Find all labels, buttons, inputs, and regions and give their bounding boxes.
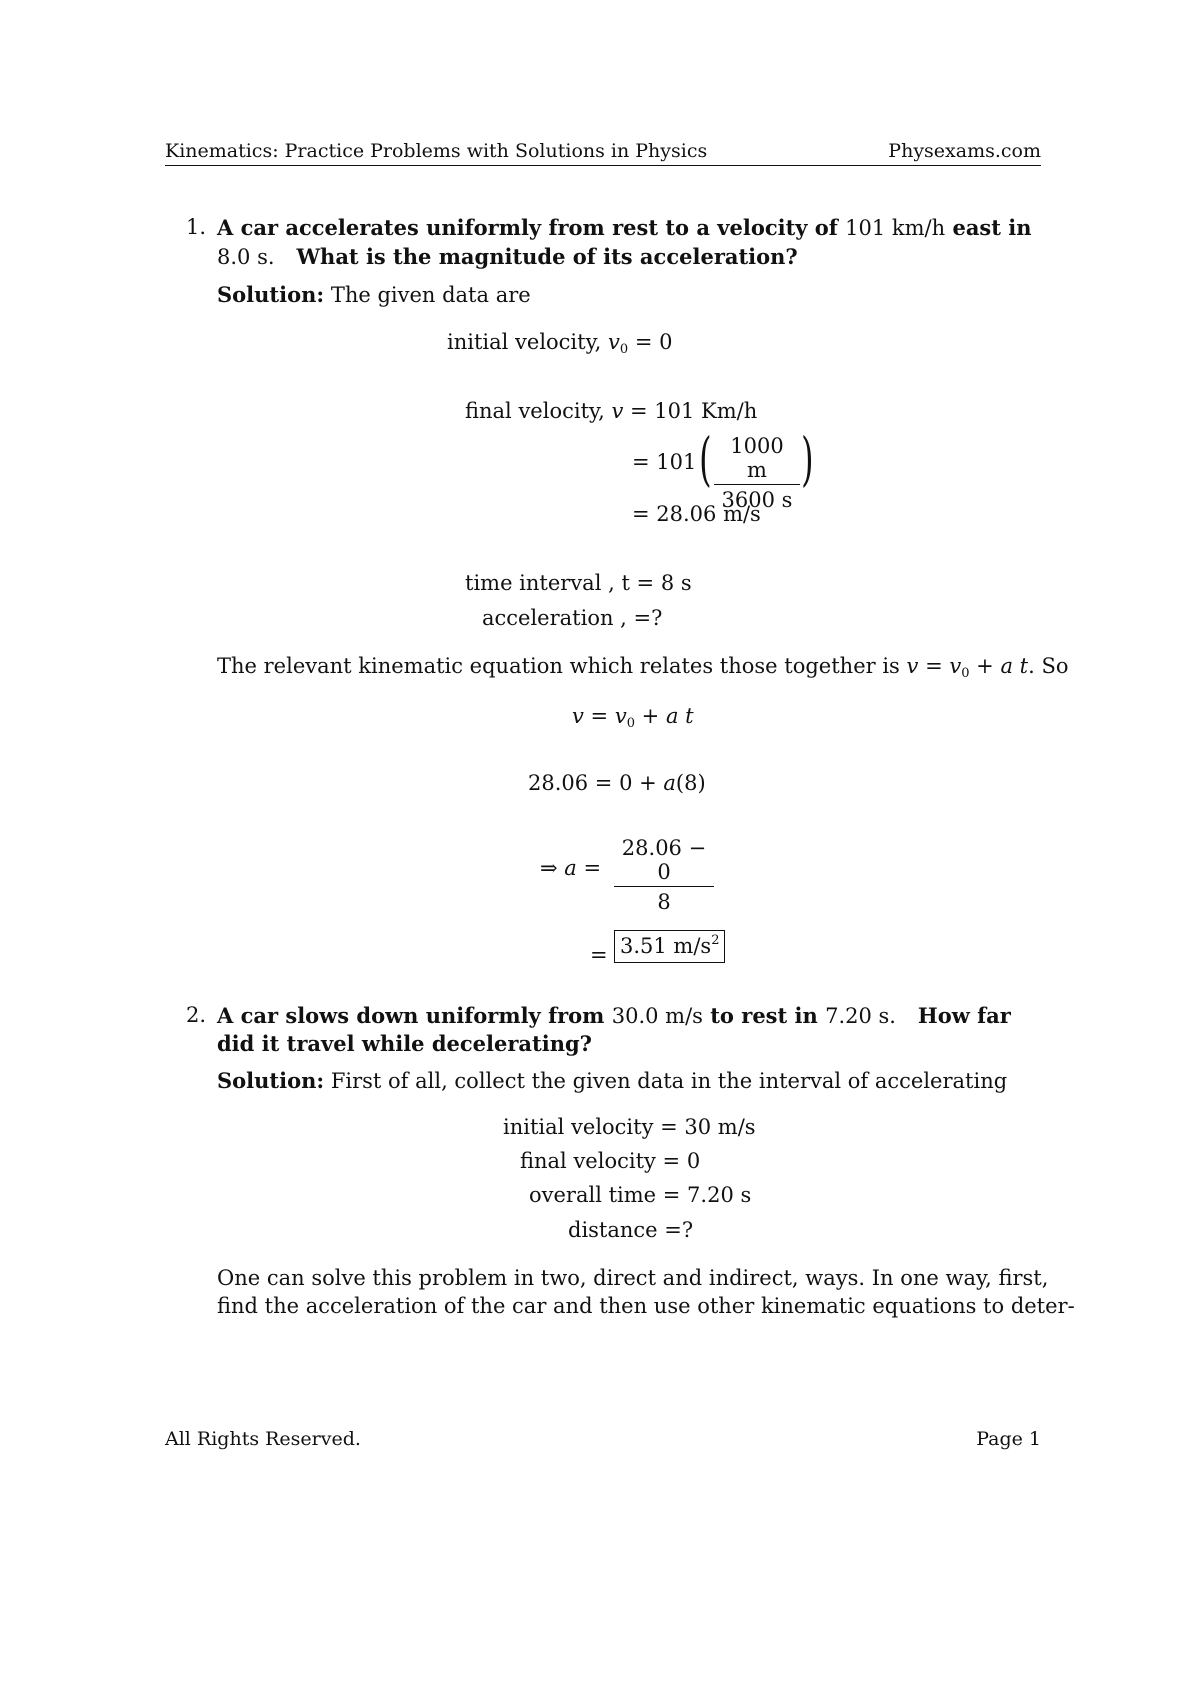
problem-1-solution: Solution: The given data are [217, 282, 531, 307]
running-header-title: Kinematics: Practice Problems with Solutions in Physics [165, 140, 708, 162]
given-acceleration: acceleration , =? [482, 606, 663, 630]
equation-3-numerator: 28.06 − 0 [614, 836, 714, 887]
equation-1: $v = v_0 + a$ t [572, 704, 694, 731]
equation-3-fraction [614, 836, 714, 914]
footer-page-number: Page 1 [976, 1428, 1041, 1450]
footer-rights: All Rights Reserved. [165, 1428, 361, 1450]
equation-2: 28.06 = 0 + a(8) [528, 771, 706, 795]
p2-given-distance: distance =? [568, 1218, 694, 1242]
p2-given-time: overall time = 7.20 s [529, 1183, 752, 1207]
problem-1-question-line1: A car accelerates uniformly from rest to a velocity of 101 km/h east in [217, 215, 1032, 240]
conversion-numerator: 1000 m [714, 434, 800, 485]
conversion-denominator: 3600 s [721, 488, 793, 512]
problem-2-paragraph-line2: find the acceleration of the car and then use other kinematic equations to deter- [217, 1294, 1075, 1318]
right-paren: ) [801, 425, 814, 493]
conversion-prefix: = 101 [632, 450, 697, 474]
conversion-result: = 28.06 m/s [632, 502, 761, 526]
given-time-interval: time interval , t = 8 s [465, 571, 692, 595]
equation-3-denominator: 8 [657, 890, 671, 914]
p2-given-initial: initial velocity = 30 m/s [503, 1115, 756, 1139]
header-rule [165, 165, 1041, 166]
equation-4-prefix: = [590, 943, 608, 967]
answer-box: 3.51 $m/s^2$ [614, 934, 725, 958]
relevant-equation-text: The relevant kinematic equation which relates those together is $v = v_0 + a$ t. So [217, 654, 1069, 681]
problem-2-number: 2. [186, 1003, 207, 1027]
problem-2-question-line1: A car slows down uniformly from 30.0 m/s to rest in 7.20 s. How far [217, 1003, 1011, 1028]
problem-2-paragraph-line1: One can solve this problem in two, direct and indirect, ways. In one way, first, [217, 1266, 1049, 1290]
running-header-site: Physexams.com [888, 140, 1041, 162]
given-initial-velocity: initial velocity, $v_0 = 0$ [447, 330, 673, 357]
problem-1-question-line2: 8.0 s. What is the magnitude of its acceleration? [217, 244, 798, 269]
p2-given-final: final velocity = 0 [520, 1149, 701, 1173]
problem-2-question-line2: did it travel while decelerating? [217, 1031, 592, 1056]
given-final-velocity: final velocity, v = 101 Km/h [465, 399, 758, 423]
problem-2-solution: Solution: First of all, collect the given data in the interval of accelerating [217, 1068, 1008, 1093]
conversion-fraction [714, 434, 800, 512]
problem-1-number: 1. [186, 215, 207, 239]
equation-3-lhs: ⇒ a = [540, 856, 602, 880]
left-paren: ( [699, 425, 712, 493]
